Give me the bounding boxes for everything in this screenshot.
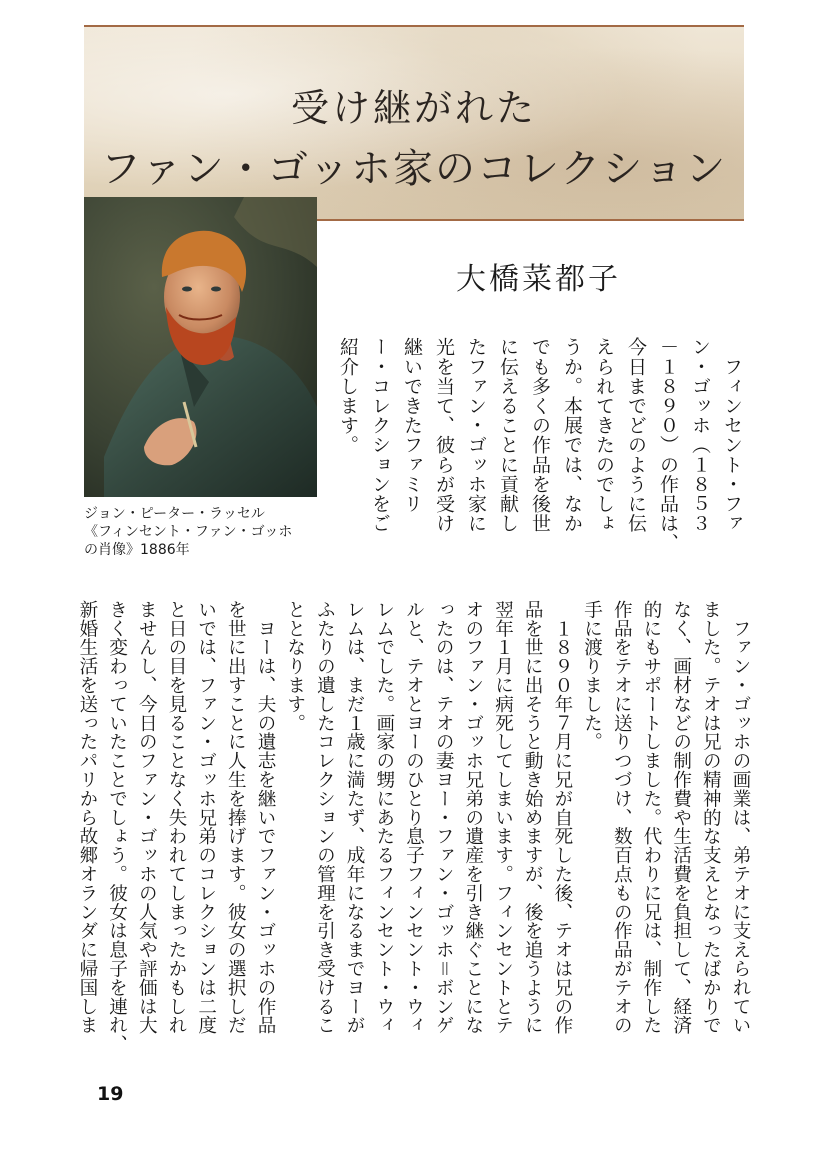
- body-column: １８９０年７月に兄が自死した後、テオは兄の作: [551, 600, 573, 1035]
- body-column: きく変わっていたことでしょう。彼女は息子を連れ、: [106, 600, 128, 1054]
- body-column: ととなります。: [284, 600, 306, 733]
- body-column: ルと、テオとヨーのひとり息子フィンセント・ウィ: [403, 600, 425, 1035]
- intro-column: フィンセント・ファ: [721, 337, 743, 533]
- body-column: 翌年１月に病死してしまいます。フィンセントとテ: [492, 600, 514, 1035]
- body-column: を世に出すことに人生を捧げます。彼女の選択しだ: [225, 600, 247, 1035]
- intro-column: えられてきたのでしょ: [593, 337, 615, 533]
- body-column: 的にもサポートしました。代わりに兄は、制作した: [640, 600, 662, 1035]
- portrait-illustration: [84, 197, 317, 497]
- body-column: レムでした。画家の甥にあたるフィンセント・ウィ: [373, 600, 395, 1035]
- intro-column: たファン・ゴッホ家に: [465, 337, 487, 533]
- body-column: なく、画材などの制作費や生活費を負担して、経済: [670, 600, 692, 1035]
- intro-column: －１８９０）の作品は、: [657, 337, 679, 553]
- body-column: ヨーは、夫の遺志を継いでファン・ゴッホの作品: [255, 600, 276, 1035]
- title-line-2: ファン・ゴッホ家のコレクション: [100, 146, 728, 192]
- body-text: [72, 600, 755, 1065]
- intro-column: 継いできたファミリ: [401, 337, 423, 514]
- intro-column: 紹介します。: [337, 337, 359, 455]
- body-column: いでは、ファン・ゴッホ兄弟のコレクションは二度: [195, 600, 217, 1035]
- portrait-painting: [84, 197, 317, 497]
- portrait-caption: [84, 505, 324, 559]
- body-column: 作品をテオに送りつづけ、数百点もの作品がテオの: [611, 600, 633, 1035]
- intro-column: 光を当て、彼らが受け: [433, 337, 455, 533]
- body-column: レムは、まだ１歳に満たず、成年になるまでヨーが: [344, 600, 366, 1035]
- intro-column: ン・ゴッホ（１８５３: [689, 337, 711, 533]
- body-column: ました。テオは兄の精神的な支えとなったばかりで: [700, 600, 722, 1035]
- title-banner: [84, 25, 744, 221]
- intro-column: に伝えることに貢献し: [497, 337, 519, 533]
- author-name: 大橋菜都子: [456, 262, 621, 297]
- caption-line-2: 《フィンセント・ファン・ゴッホ: [84, 524, 293, 540]
- body-column: 手に渡りました。: [581, 600, 603, 752]
- intro-column: 今日までどのように伝: [625, 337, 647, 533]
- intro-column: ー・コレクションをご: [369, 337, 391, 533]
- intro-text: [332, 337, 748, 564]
- body-column: ませんし、今日のファン・ゴッホの人気や評価は大: [136, 600, 158, 1035]
- body-column: オのファン・ゴッホ兄弟の遺産を引き継ぐことにな: [462, 600, 484, 1035]
- intro-column: でも多くの作品を後世: [529, 337, 551, 533]
- body-column: と日の目を見ることなく失われてしまったかもしれ: [165, 600, 187, 1035]
- body-column: ったのは、テオの妻ヨー・ファン・ゴッホ＝ボンゲ: [433, 600, 455, 1035]
- caption-line-3: の肖像》1886年: [84, 542, 190, 558]
- body-column: 新婚生活を送ったパリから故郷オランダに帰国しま: [76, 600, 98, 1035]
- body-column: ファン・ゴッホの画業は、弟テオに支えられてい: [730, 600, 751, 1035]
- intro-column: うか。本展では、なか: [561, 337, 583, 533]
- body-column: ふたりの遺したコレクションの管理を引き受けるこ: [314, 600, 336, 1035]
- caption-line-1: ジョン・ピーター・ラッセル: [84, 506, 265, 522]
- page-number: 19: [97, 1083, 124, 1105]
- body-column: 品を世に出そうと動き始めますが、後を追うように: [522, 600, 544, 1035]
- title-line-1: 受け継がれた: [290, 86, 537, 130]
